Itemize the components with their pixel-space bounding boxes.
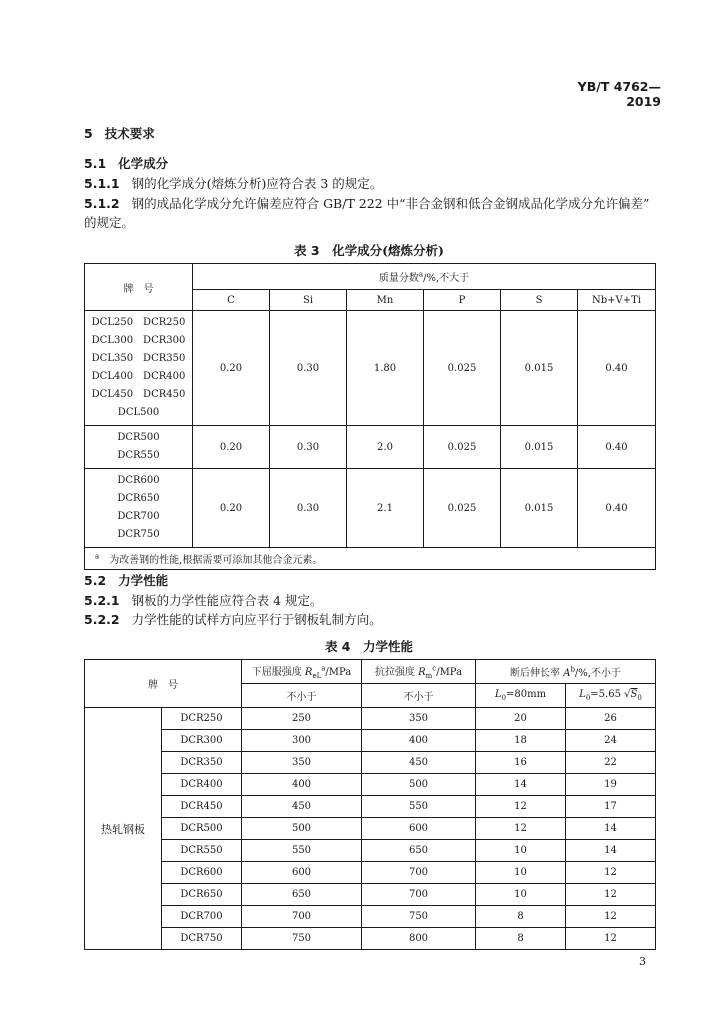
elongation-565-cell: 22 xyxy=(566,752,656,774)
grade-cell: DCR350 xyxy=(162,752,242,774)
tensile-strength-header xyxy=(362,660,476,684)
value-cell: 0.025 xyxy=(424,426,501,469)
section-title: 力学性能 xyxy=(118,573,169,588)
elongation-80-cell: 8 xyxy=(476,928,566,950)
clause-5-2-1 xyxy=(84,592,323,610)
elongation-565-cell: 14 xyxy=(566,840,656,862)
grade-name: DCL400 DCR400 xyxy=(91,371,186,382)
table-footnote xyxy=(85,548,656,570)
tensile-subscript: m xyxy=(425,672,433,680)
gauge-symbol: L xyxy=(494,689,502,700)
value-cell: 2.0 xyxy=(347,426,424,469)
table-row xyxy=(85,774,656,796)
elongation-suffix: /%,不小于 xyxy=(574,668,621,679)
clause-5-1-2-continued: 的规定。 xyxy=(84,215,135,230)
gauge-length-proportional-header xyxy=(566,684,656,708)
section-number: 5 xyxy=(84,126,93,141)
table-row xyxy=(85,752,656,774)
mass-fraction-header xyxy=(193,264,656,290)
value-cell: 0.015 xyxy=(501,311,578,426)
yield-cell: 400 xyxy=(242,774,362,796)
grade-name: DCL250 DCR250 xyxy=(91,317,186,328)
square-root-icon: √ xyxy=(624,689,631,700)
elongation-80-cell: 10 xyxy=(476,840,566,862)
grade-name: DCR500 xyxy=(117,432,160,443)
yield-cell: 450 xyxy=(242,796,362,818)
column-header: Nb+V+Ti xyxy=(578,290,656,311)
root-subscript: 0 xyxy=(637,694,642,702)
elongation-565-cell: 19 xyxy=(566,774,656,796)
footnote-mark: a xyxy=(95,552,100,561)
grade-cell xyxy=(85,426,193,469)
footnote-ref: b xyxy=(570,665,575,674)
tensile-cell: 350 xyxy=(362,708,476,730)
footnote-text: 为改善钢的性能,根据需要可添加其他合金元素。 xyxy=(109,555,323,566)
grade-cell xyxy=(85,311,193,426)
section-5-heading xyxy=(84,125,155,143)
column-header: Si xyxy=(270,290,347,311)
yield-cell: 600 xyxy=(242,862,362,884)
elongation-80-cell: 20 xyxy=(476,708,566,730)
root-symbol: S xyxy=(630,689,638,700)
grade-name: DCR550 xyxy=(117,450,160,461)
elongation-label: 断后伸长率 xyxy=(510,668,561,679)
value-cell: 0.30 xyxy=(270,426,347,469)
clause-number: 5.1.1 xyxy=(84,176,120,191)
gauge-subscript: 0 xyxy=(501,694,507,702)
grade-cell: DCR600 xyxy=(162,862,242,884)
value-cell: 0.30 xyxy=(270,469,347,548)
table-row xyxy=(85,426,656,469)
clause-text: 钢板的力学性能应符合表 4 规定。 xyxy=(131,593,323,608)
section-title: 化学成分 xyxy=(118,156,169,171)
value-cell: 0.40 xyxy=(578,469,656,548)
elongation-565-cell: 12 xyxy=(566,906,656,928)
gauge-length-80-header xyxy=(476,684,566,708)
tensile-label: 抗拉强度 xyxy=(374,667,415,678)
column-header: C xyxy=(193,290,270,311)
mass-fraction-suffix: /%,不大于 xyxy=(423,273,470,284)
tensile-cell: 650 xyxy=(362,840,476,862)
tensile-cell: 500 xyxy=(362,774,476,796)
grade-cell: DCR550 xyxy=(162,840,242,862)
value-cell: 0.20 xyxy=(193,311,270,426)
tensile-cell: 400 xyxy=(362,730,476,752)
column-header: P xyxy=(424,290,501,311)
value-cell: 0.015 xyxy=(501,426,578,469)
value-cell: 0.40 xyxy=(578,426,656,469)
yield-cell: 750 xyxy=(242,928,362,950)
grade-cell: DCR300 xyxy=(162,730,242,752)
value-cell: 1.80 xyxy=(347,311,424,426)
value-cell: 0.20 xyxy=(193,426,270,469)
yield-symbol: R xyxy=(304,667,313,678)
elongation-header xyxy=(476,660,656,684)
tensile-symbol: R xyxy=(418,667,426,678)
grade-cell: DCR450 xyxy=(162,796,242,818)
elongation-565-cell: 12 xyxy=(566,862,656,884)
section-5-2-heading xyxy=(84,572,168,590)
caption-number: 表 3 xyxy=(294,243,320,258)
grade-header: 牌 号 xyxy=(85,264,193,311)
yield-unit: /MPa xyxy=(325,667,352,678)
grade-name: DCR750 xyxy=(117,529,160,540)
section-number: 5.2 xyxy=(84,573,107,588)
yield-cell: 650 xyxy=(242,884,362,906)
value-cell: 0.20 xyxy=(193,469,270,548)
grade-cell: DCR750 xyxy=(162,928,242,950)
grade-cell: DCR650 xyxy=(162,884,242,906)
grade-name: DCR600 xyxy=(117,475,160,486)
caption-title: 化学成分(熔炼分析) xyxy=(332,243,444,258)
value-cell: 0.30 xyxy=(270,311,347,426)
grade-cell: DCR500 xyxy=(162,818,242,840)
table-row xyxy=(85,840,656,862)
tensile-cell: 550 xyxy=(362,796,476,818)
yield-cell: 500 xyxy=(242,818,362,840)
table-row xyxy=(85,730,656,752)
elongation-80-cell: 18 xyxy=(476,730,566,752)
table-row xyxy=(85,708,656,730)
grade-name: DCL300 DCR300 xyxy=(91,335,186,346)
chemical-composition-table xyxy=(84,263,656,570)
yield-cell: 700 xyxy=(242,906,362,928)
table-3-caption xyxy=(84,242,654,260)
value-cell: 2.1 xyxy=(347,469,424,548)
clause-number: 5.2.1 xyxy=(84,593,120,608)
gauge-subscript: 0 xyxy=(585,694,591,702)
table-row xyxy=(85,906,656,928)
tensile-cell: 700 xyxy=(362,884,476,906)
table-row xyxy=(85,862,656,884)
gauge-symbol: L xyxy=(579,689,586,700)
grade-name: DCR700 xyxy=(117,511,160,522)
clause-5-1-1 xyxy=(84,175,382,193)
mass-fraction-label: 质量分数 xyxy=(378,273,419,284)
table-4-caption xyxy=(84,638,654,656)
grade-cell: DCR700 xyxy=(162,906,242,928)
table-row xyxy=(85,818,656,840)
grade-name: DCL450 DCR450 xyxy=(91,389,186,400)
value-cell: 0.025 xyxy=(424,311,501,426)
table-row xyxy=(85,884,656,906)
elongation-80-cell: 16 xyxy=(476,752,566,774)
grade-name: DCL500 xyxy=(117,407,160,418)
elongation-80-cell: 10 xyxy=(476,862,566,884)
column-header: S xyxy=(501,290,578,311)
gauge-value: =80mm xyxy=(506,689,547,700)
column-header: Mn xyxy=(347,290,424,311)
elongation-80-cell: 8 xyxy=(476,906,566,928)
elongation-565-cell: 14 xyxy=(566,818,656,840)
yield-strength-header xyxy=(242,660,362,684)
page-number: 3 xyxy=(639,955,646,968)
section-5-1-heading xyxy=(84,155,168,173)
elongation-565-cell: 17 xyxy=(566,796,656,818)
yield-label: 下屈服强度 xyxy=(251,667,302,678)
section-number: 5.1 xyxy=(84,156,107,171)
elongation-80-cell: 12 xyxy=(476,796,566,818)
value-cell: 0.40 xyxy=(578,311,656,426)
footnote-ref: a xyxy=(321,664,326,673)
gauge-value: =5.65 xyxy=(590,689,621,700)
footnote-ref: c xyxy=(432,664,437,673)
table-row xyxy=(85,796,656,818)
table-row xyxy=(85,928,656,950)
grade-header: 牌 号 xyxy=(85,660,242,708)
yield-min-label: 不小于 xyxy=(242,684,362,708)
clause-number: 5.1.2 xyxy=(84,196,120,211)
clause-text: 力学性能的试样方向应平行于钢板轧制方向。 xyxy=(131,612,382,627)
mechanical-properties-table xyxy=(84,659,656,950)
elongation-565-cell: 12 xyxy=(566,884,656,906)
footnote-ref: a xyxy=(418,270,424,279)
tensile-cell: 600 xyxy=(362,818,476,840)
tensile-cell: 450 xyxy=(362,752,476,774)
caption-number: 表 4 xyxy=(324,639,351,654)
yield-cell: 350 xyxy=(242,752,362,774)
grade-cell: DCR250 xyxy=(162,708,242,730)
grade-cell: DCR400 xyxy=(162,774,242,796)
clause-text: 钢的成品化学成分允许偏差应符合 GB/T 222 中“非合金钢和低合金钢成品化学成分允许偏差” xyxy=(131,196,650,211)
table-row xyxy=(85,311,656,426)
yield-cell: 550 xyxy=(242,840,362,862)
clause-number: 5.2.2 xyxy=(84,612,120,627)
standard-code: YB/T 4762—2019 xyxy=(577,79,661,109)
value-cell: 0.015 xyxy=(501,469,578,548)
elongation-565-cell: 26 xyxy=(566,708,656,730)
tensile-cell: 700 xyxy=(362,862,476,884)
elongation-symbol: A xyxy=(563,668,571,679)
tensile-cell: 750 xyxy=(362,906,476,928)
section-title: 技术要求 xyxy=(104,126,155,141)
yield-subscript: eL xyxy=(312,672,322,680)
tensile-cell: 800 xyxy=(362,928,476,950)
tensile-min-label: 不小于 xyxy=(362,684,476,708)
yield-cell: 300 xyxy=(242,730,362,752)
elongation-565-cell: 24 xyxy=(566,730,656,752)
elongation-80-cell: 12 xyxy=(476,818,566,840)
grade-name: DCL350 DCR350 xyxy=(91,353,186,364)
yield-cell: 250 xyxy=(242,708,362,730)
clause-text: 钢的化学成分(熔炼分析)应符合表 3 的规定。 xyxy=(131,176,383,191)
grade-name: DCR650 xyxy=(117,493,160,504)
elongation-80-cell: 10 xyxy=(476,884,566,906)
elongation-565-cell: 12 xyxy=(566,928,656,950)
clause-5-2-2 xyxy=(84,611,382,629)
grade-cell xyxy=(85,469,193,548)
clause-5-1-2 xyxy=(84,195,649,213)
caption-title: 力学性能 xyxy=(363,639,414,654)
table-row xyxy=(85,469,656,548)
tensile-unit: /MPa xyxy=(436,667,463,678)
category-cell: 热轧钢板 xyxy=(85,708,162,950)
elongation-80-cell: 14 xyxy=(476,774,566,796)
value-cell: 0.025 xyxy=(424,469,501,548)
